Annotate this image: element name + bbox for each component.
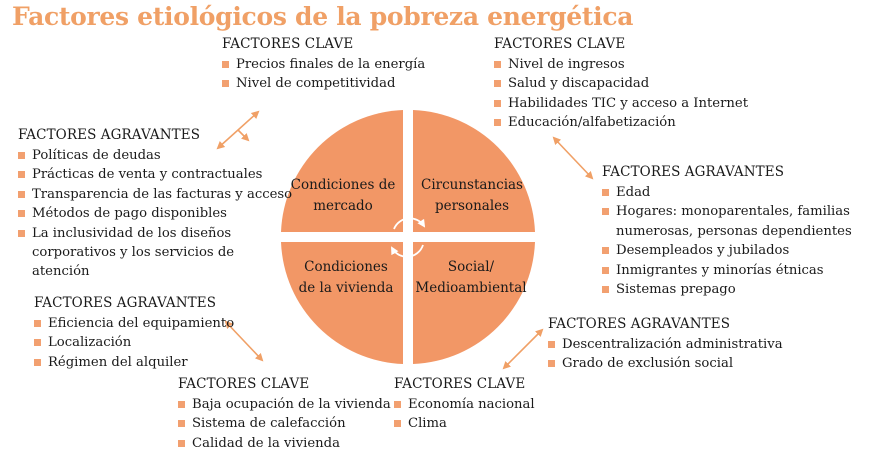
list-item: Precios finales de la energía: [222, 55, 425, 74]
list-item: Transparencia de las facturas y acceso: [18, 185, 292, 204]
list-item: Inmigrantes y minorías étnicas: [602, 261, 888, 280]
group-top-right-key: [494, 36, 748, 133]
group-heading: FACTORES CLAVE: [222, 36, 354, 52]
list-item: Prácticas de venta y contractuales: [18, 165, 292, 184]
quadrant-label-bottom-left: Condiciones de la vivienda: [298, 259, 394, 296]
list-item: Desempleados y jubilados: [602, 241, 888, 260]
group-bottom-right-key: [394, 376, 535, 434]
list-item: Salud y discapacidad: [494, 74, 748, 93]
group-heading: FACTORES CLAVE: [178, 376, 310, 392]
list-item: Economía nacional: [394, 395, 535, 414]
list-item: La inclusividad de los diseños corporativos y los servicios de atención: [18, 224, 284, 282]
list-item: Edad: [602, 183, 888, 202]
list-item: Políticas de deudas: [18, 146, 292, 165]
connector-arrow-bottom-right: [504, 330, 542, 368]
list-item: Eficiencia del equipamiento: [34, 314, 234, 333]
diagram-title: Factores etiológicos de la pobreza energética: [12, 2, 634, 31]
list-item: Descentralización administrativa: [548, 335, 783, 354]
list-item: Métodos de pago disponibles: [18, 204, 292, 223]
group-bottom-left-key: [178, 376, 391, 453]
list-item: Calidad de la vivienda: [178, 434, 391, 453]
list-item: Hogares: monoparentales, familias numerosas, personas dependientes: [602, 202, 888, 241]
group-top-left-aggravating: [18, 127, 292, 282]
group-heading: FACTORES CLAVE: [494, 36, 626, 52]
group-heading: FACTORES CLAVE: [394, 376, 526, 392]
list-item: Régimen del alquiler: [34, 353, 234, 372]
group-top-right-aggravating: [602, 164, 888, 299]
list-item: Clima: [394, 414, 535, 433]
quadrant-label-top-left: Condiciones de mercado: [290, 177, 396, 214]
list-item: Nivel de competitividad: [222, 74, 425, 93]
list-item: Localización: [34, 333, 234, 352]
quadrant-label-top-right: Circunstancias personales: [420, 177, 523, 214]
group-top-left-key: [222, 36, 425, 94]
group-heading: FACTORES AGRAVANTES: [18, 127, 201, 143]
list-item: Sistemas prepago: [602, 280, 888, 299]
connector-arrow-top-right: [554, 138, 592, 178]
list-item: Baja ocupación de la vivienda: [178, 395, 391, 414]
quadrant-label-bottom-right: Social/ Medioambiental: [415, 259, 527, 296]
list-item: Nivel de ingresos: [494, 55, 748, 74]
group-heading: FACTORES AGRAVANTES: [34, 295, 217, 311]
list-item: Grado de exclusión social: [548, 354, 783, 373]
list-item: Sistema de calefacción: [178, 414, 391, 433]
group-heading: FACTORES AGRAVANTES: [602, 164, 785, 180]
group-bottom-right-aggravating: [548, 316, 783, 374]
group-heading: FACTORES AGRAVANTES: [548, 316, 731, 332]
group-bottom-left-aggravating: [34, 295, 234, 372]
list-item: Habilidades TIC y acceso a Internet: [494, 94, 748, 113]
list-item: Educación/alfabetización: [494, 113, 748, 132]
